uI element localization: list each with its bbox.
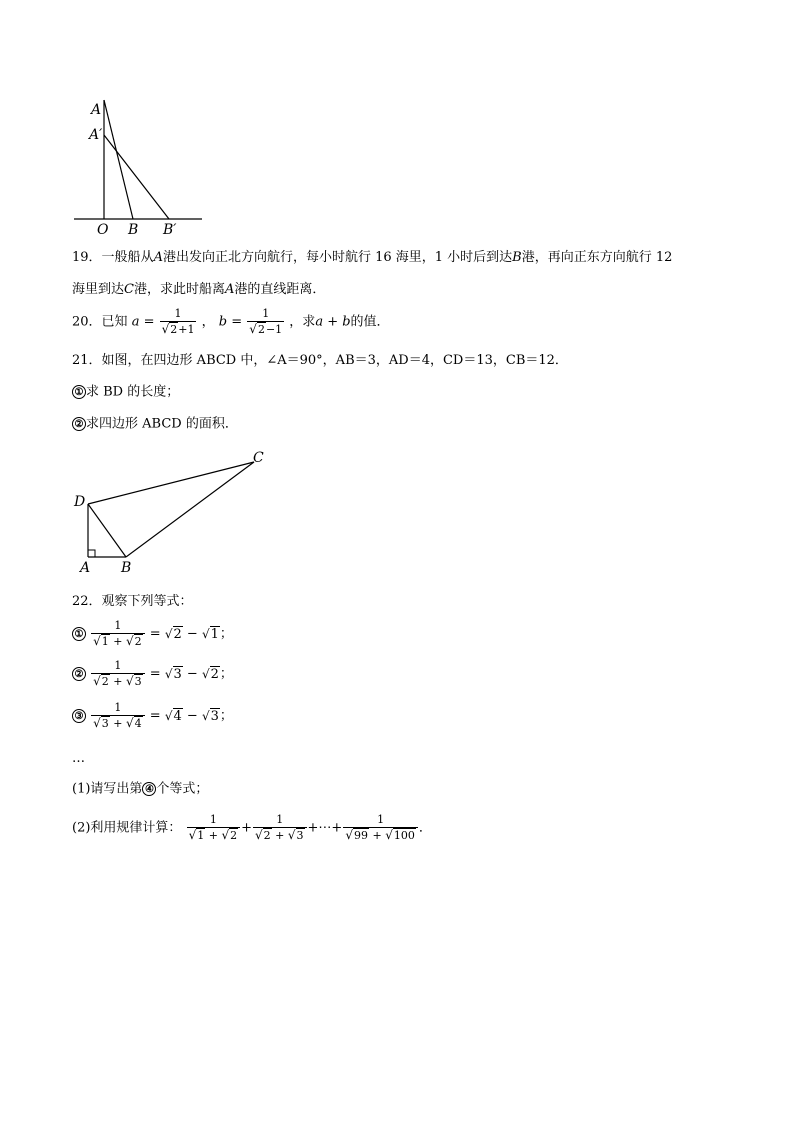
- fraction-numerator: 1: [174, 307, 182, 320]
- segment-AprimeBprime: [104, 135, 169, 219]
- ellipsis: …: [72, 751, 85, 766]
- segment-AB: [104, 100, 133, 219]
- q22-eq3: ③ $\frac{1}{√3 + √4}$ = √4 − √3；: [72, 702, 233, 730]
- label-Aprime: A′: [89, 127, 103, 143]
- fraction-numerator: 1: [114, 619, 122, 632]
- right-angle-mark: [88, 550, 95, 557]
- circled-number-1: ①: [72, 385, 86, 399]
- figure-ladder: [60, 90, 220, 238]
- q21-part1: [72, 385, 179, 399]
- q19-line1: [72, 251, 672, 264]
- circled-number-2: ②: [72, 667, 86, 681]
- radicand: 1: [197, 829, 205, 843]
- fraction-numerator: 1: [262, 307, 270, 320]
- q20-number: 20．已知: [72, 314, 128, 330]
- a-equals: a =: [131, 314, 155, 330]
- fraction-numerator: 1: [377, 813, 385, 826]
- fraction-denominator: √2 + √3: [253, 827, 307, 842]
- radicand: 2: [134, 635, 142, 649]
- radicand: 2: [101, 675, 109, 689]
- q19-text: 港，再向正东方向航行 12: [521, 250, 673, 265]
- segment-BC: [126, 462, 254, 557]
- radicand: 3: [296, 829, 304, 843]
- q22-part1-text: (1)请写出第: [72, 781, 143, 797]
- radicand: 99: [353, 829, 368, 843]
- q19-text: 港的直线距离．: [234, 282, 326, 297]
- fraction-denominator: √3 + √4: [91, 715, 145, 730]
- expression-a-plus-b: a + b: [315, 314, 351, 330]
- fraction: [187, 814, 241, 842]
- label-Bprime: B′: [163, 222, 177, 238]
- label-B: B: [121, 560, 132, 576]
- q22-eq2: ② $\frac{1}{√2 + √3}$ = √3 − √2；: [72, 660, 233, 688]
- radicand: 3: [134, 675, 142, 689]
- radicand: 4: [134, 717, 142, 731]
- fraction-a: [160, 308, 197, 336]
- q21-part1-text: 求 BD 的长度；: [86, 384, 180, 400]
- fraction-numerator: 1: [276, 813, 284, 826]
- segment-DB: [88, 504, 126, 557]
- fraction: [91, 702, 145, 730]
- radicand: 2: [173, 626, 182, 642]
- var-C: C: [124, 282, 134, 297]
- q19-number: 19．: [72, 250, 102, 265]
- fraction: [343, 814, 418, 842]
- fraction: [91, 620, 145, 648]
- q22-line: 22．观察下列等式：: [72, 594, 193, 609]
- radicand: 2: [230, 829, 238, 843]
- fraction-denominator: √2−1: [249, 322, 283, 337]
- q22-part1: [72, 782, 208, 796]
- var-A: A: [224, 282, 235, 297]
- b-equals: b =: [218, 314, 243, 330]
- radicand: 2: [263, 829, 271, 843]
- fraction: [253, 814, 307, 842]
- denominator-tail: +1: [178, 323, 195, 337]
- q22-part1-text: 个等式；: [156, 781, 209, 797]
- label-A: A: [80, 560, 91, 576]
- end-mark: ；: [219, 666, 233, 682]
- q22-part2: [72, 814, 432, 842]
- label-D: D: [74, 494, 86, 510]
- fraction: [91, 660, 145, 688]
- fraction-denominator: √99 + √100: [343, 827, 418, 842]
- q19-text: 港，求此时船离: [133, 282, 225, 297]
- q19-text: 港出发向正北方向航行，每小时航行 16 海里，1 小时后到达: [162, 250, 513, 265]
- fraction-denominator: √1 + √2: [91, 633, 145, 648]
- circled-number-3: ③: [72, 709, 86, 723]
- q19-text: 海里到达: [72, 282, 125, 297]
- q20-text: 的值．: [350, 314, 390, 330]
- var-A: A: [153, 250, 163, 265]
- label-B: B: [128, 222, 139, 238]
- ellipsis-sum: +⋯+: [307, 820, 343, 836]
- q21-line: 21．如图，在四边形 ABCD 中，∠A＝90°，AB＝3，AD＝4，CD＝13，CB＝12．: [72, 353, 568, 368]
- radicand: 3: [101, 717, 109, 731]
- radicand: 2: [257, 323, 265, 337]
- denominator-tail: −1: [265, 323, 283, 337]
- fraction-denominator: √2 + √3: [91, 673, 145, 688]
- radicand: 2: [170, 323, 178, 337]
- end-mark: ．: [418, 820, 432, 836]
- radicand: 1: [210, 626, 219, 642]
- end-mark: ；: [219, 626, 233, 642]
- q21-part2: [72, 417, 238, 431]
- figure-quadrilateral: [66, 446, 276, 576]
- circled-number-2: ②: [72, 417, 86, 431]
- end-mark: ；: [219, 708, 233, 724]
- q20-line: [72, 308, 390, 336]
- var-B: B: [512, 250, 522, 265]
- radicand: 2: [210, 666, 219, 682]
- label-A: A: [91, 102, 102, 118]
- fraction-numerator: 1: [209, 813, 217, 826]
- q19-line2: [72, 283, 325, 296]
- fraction-numerator: 1: [114, 659, 122, 672]
- radicand: 4: [173, 708, 182, 724]
- fraction-denominator: √1 + √2: [187, 827, 241, 842]
- circled-number-1: ①: [72, 627, 86, 641]
- fraction-numerator: 1: [114, 701, 122, 714]
- fraction-denominator: √2+1: [161, 322, 195, 337]
- circled-number-4: ④: [142, 782, 156, 796]
- q19-text: 一般船从: [101, 250, 154, 265]
- radicand: 3: [173, 666, 182, 682]
- q22-part2-text: (2)利用规律计算：: [72, 820, 182, 836]
- fraction-b: [247, 308, 284, 336]
- label-O: O: [97, 222, 109, 238]
- q22-eq1: ① $\frac{1}{√1 + √2}$ = √2 − √1；: [72, 620, 233, 648]
- radicand: 3: [210, 708, 219, 724]
- q21-part2-text: 求四边形 ABCD 的面积．: [86, 416, 238, 432]
- plus-sign: +: [241, 820, 252, 836]
- segment-DC: [88, 462, 254, 504]
- label-C: C: [253, 450, 264, 466]
- radicand: 100: [393, 829, 415, 843]
- radicand: 1: [101, 635, 109, 649]
- separator: ，: [201, 314, 215, 330]
- q20-text: ，求: [289, 314, 316, 330]
